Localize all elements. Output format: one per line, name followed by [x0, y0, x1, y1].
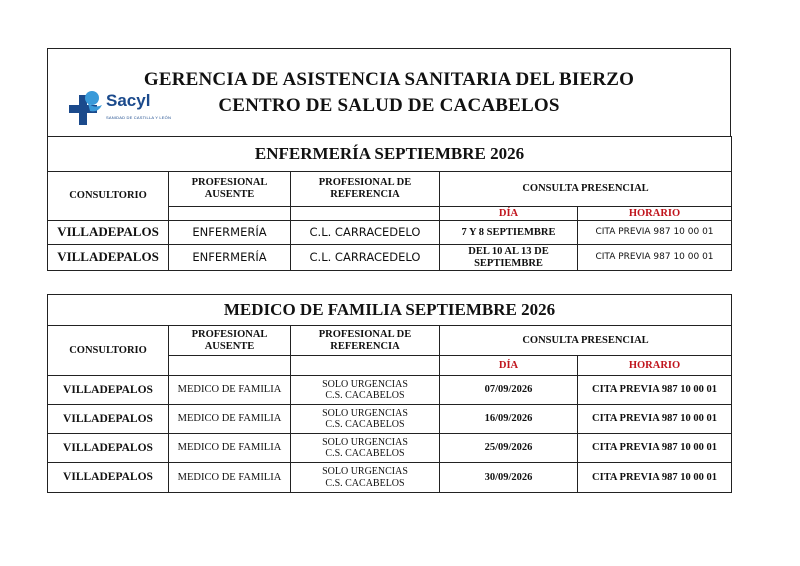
cell-dia: DEL 10 AL 13 DE SEPTIEMBRE — [440, 245, 578, 271]
cell-referencia — [291, 434, 440, 463]
cell-referencia-line2: C.S. CACABELOS — [325, 477, 405, 489]
table-row — [48, 405, 732, 434]
cell-referencia-line2: C.S. CACABELOS — [325, 448, 405, 459]
table-row — [48, 245, 732, 271]
col-profesional-referencia: PROFESIONAL DE REFERENCIA — [291, 326, 440, 356]
cell-consultorio: VILLADEPALOS — [48, 245, 169, 271]
cell-horario: CITA PREVIA 987 10 00 01 — [578, 463, 732, 493]
cell-ausente: ENFERMERÍA — [169, 221, 291, 245]
blank-cell — [291, 356, 440, 376]
table-row — [48, 434, 732, 463]
cell-referencia-line1: SOLO URGENCIAS — [322, 407, 408, 419]
cell-consultorio: VILLADEPALOS — [48, 463, 169, 493]
blank-cell — [291, 207, 440, 221]
cell-referencia: C.L. CARRACEDELO — [291, 245, 440, 271]
cell-horario: CITA PREVIA 987 10 00 01 — [578, 221, 732, 245]
cell-consultorio: VILLADEPALOS — [48, 434, 169, 463]
col-horario: HORARIO — [578, 356, 732, 376]
col-consultorio: CONSULTORIO — [48, 326, 169, 376]
document-header — [47, 48, 731, 136]
blank-cell — [169, 207, 291, 221]
enfermeria-section-title: ENFERMERÍA SEPTIEMBRE 2026 — [48, 137, 732, 172]
cell-referencia — [291, 405, 440, 434]
organization-title: GERENCIA DE ASISTENCIA SANITARIA DEL BIERZO — [143, 69, 635, 90]
cell-referencia-line2: C.S. CACABELOS — [325, 419, 405, 430]
cell-dia: 07/09/2026 — [440, 376, 578, 405]
cell-dia: 7 Y 8 SEPTIEMBRE — [440, 221, 578, 245]
col-consulta-presencial: CONSULTA PRESENCIAL — [440, 326, 732, 356]
col-consultorio: CONSULTORIO — [48, 172, 169, 221]
col-horario: HORARIO — [578, 207, 732, 221]
cell-ausente: MEDICO DE FAMILIA — [169, 463, 291, 493]
cell-consultorio: VILLADEPALOS — [48, 405, 169, 434]
table-row — [48, 463, 732, 493]
medico-table — [47, 294, 732, 493]
sacyl-logo — [66, 89, 176, 131]
cell-ausente: MEDICO DE FAMILIA — [169, 376, 291, 405]
cell-referencia: C.L. CARRACEDELO — [291, 221, 440, 245]
cell-ausente: MEDICO DE FAMILIA — [169, 405, 291, 434]
cell-referencia — [291, 376, 440, 405]
enfermeria-table — [47, 136, 732, 271]
cell-horario: CITA PREVIA 987 10 00 01 — [578, 245, 732, 271]
cell-dia: 25/09/2026 — [440, 434, 578, 463]
col-profesional-referencia: PROFESIONAL DE REFERENCIA — [291, 172, 440, 207]
cell-horario: CITA PREVIA 987 10 00 01 — [578, 376, 732, 405]
logo-wordmark: Sacyl — [106, 91, 151, 110]
cell-horario: CITA PREVIA 987 10 00 01 — [578, 405, 732, 434]
cell-consultorio: VILLADEPALOS — [48, 221, 169, 245]
table-row — [48, 376, 732, 405]
cell-referencia-line1: SOLO URGENCIAS — [322, 378, 408, 390]
col-dia: DÍA — [440, 356, 578, 376]
col-dia: DÍA — [440, 207, 578, 221]
cell-horario: CITA PREVIA 987 10 00 01 — [578, 434, 732, 463]
logo-subtext: SANIDAD DE CASTILLA Y LEÓN — [106, 115, 172, 120]
cell-referencia-line1: SOLO URGENCIAS — [322, 466, 408, 478]
cell-referencia-line2: C.S. CACABELOS — [325, 390, 405, 401]
cell-referencia — [291, 463, 440, 493]
cell-ausente: ENFERMERÍA — [169, 245, 291, 271]
cell-referencia-line1: SOLO URGENCIAS — [322, 436, 408, 448]
col-profesional-ausente: PROFESIONAL AUSENTE — [169, 172, 291, 207]
col-profesional-ausente: PROFESIONAL AUSENTE — [169, 326, 291, 356]
col-consulta-presencial: CONSULTA PRESENCIAL — [440, 172, 732, 207]
medico-section-title: MEDICO DE FAMILIA SEPTIEMBRE 2026 — [48, 295, 732, 326]
cell-consultorio: VILLADEPALOS — [48, 376, 169, 405]
blank-cell — [169, 356, 291, 376]
cell-dia: 30/09/2026 — [440, 463, 578, 493]
cell-dia: 16/09/2026 — [440, 405, 578, 434]
sacyl-cross-icon — [66, 89, 104, 129]
cell-ausente: MEDICO DE FAMILIA — [169, 434, 291, 463]
center-title: CENTRO DE SALUD DE CACABELOS — [218, 95, 560, 116]
table-row — [48, 221, 732, 245]
